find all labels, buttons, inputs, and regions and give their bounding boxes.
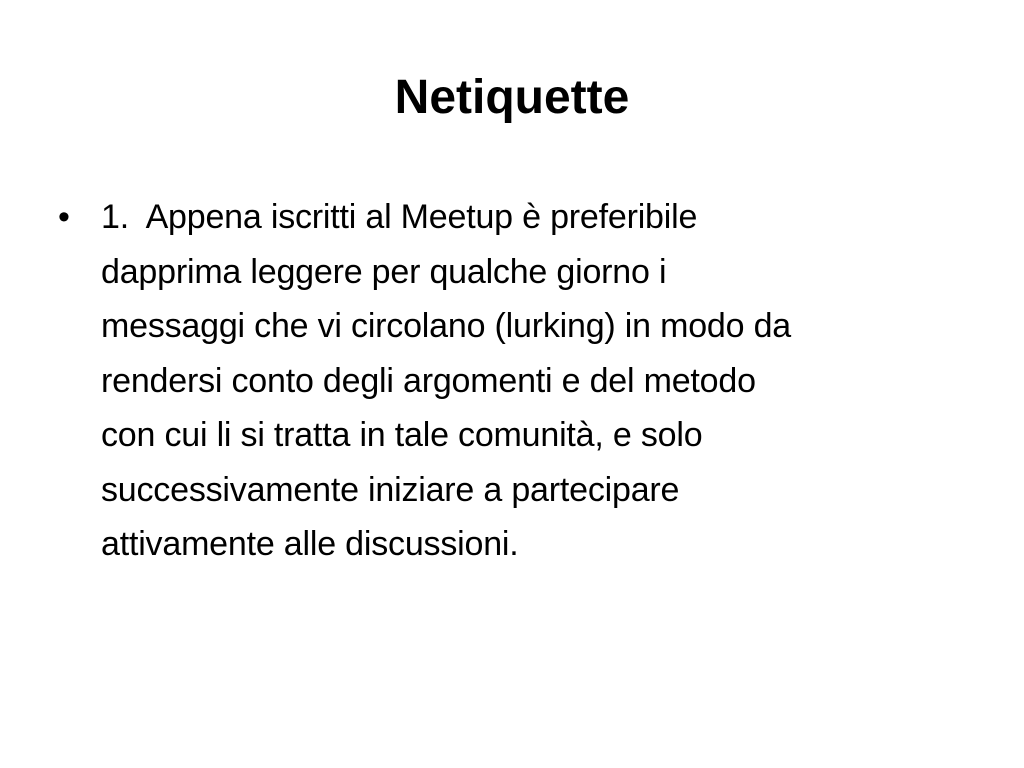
bullet-item	[58, 190, 978, 572]
bullet-line: messaggi che vi circolano (lurking) in modo da	[101, 307, 792, 345]
bullet-line: 1. Appena iscritti al Meetup è preferibile	[101, 198, 698, 236]
bullet-icon: •	[58, 198, 70, 236]
bullet-line: dapprima leggere per qualche giorno i	[101, 252, 667, 291]
bullet-list	[58, 190, 978, 572]
bullet-line: con cui li si tratta in tale comunità, e solo	[101, 416, 703, 454]
bullet-line: attivamente alle discussioni.	[101, 525, 519, 563]
bullet-line: successivamente iniziare a partecipare	[101, 470, 680, 509]
bullet-line: rendersi conto degli argomenti e del metodo	[101, 361, 756, 400]
slide-title: Netiquette	[394, 71, 630, 124]
